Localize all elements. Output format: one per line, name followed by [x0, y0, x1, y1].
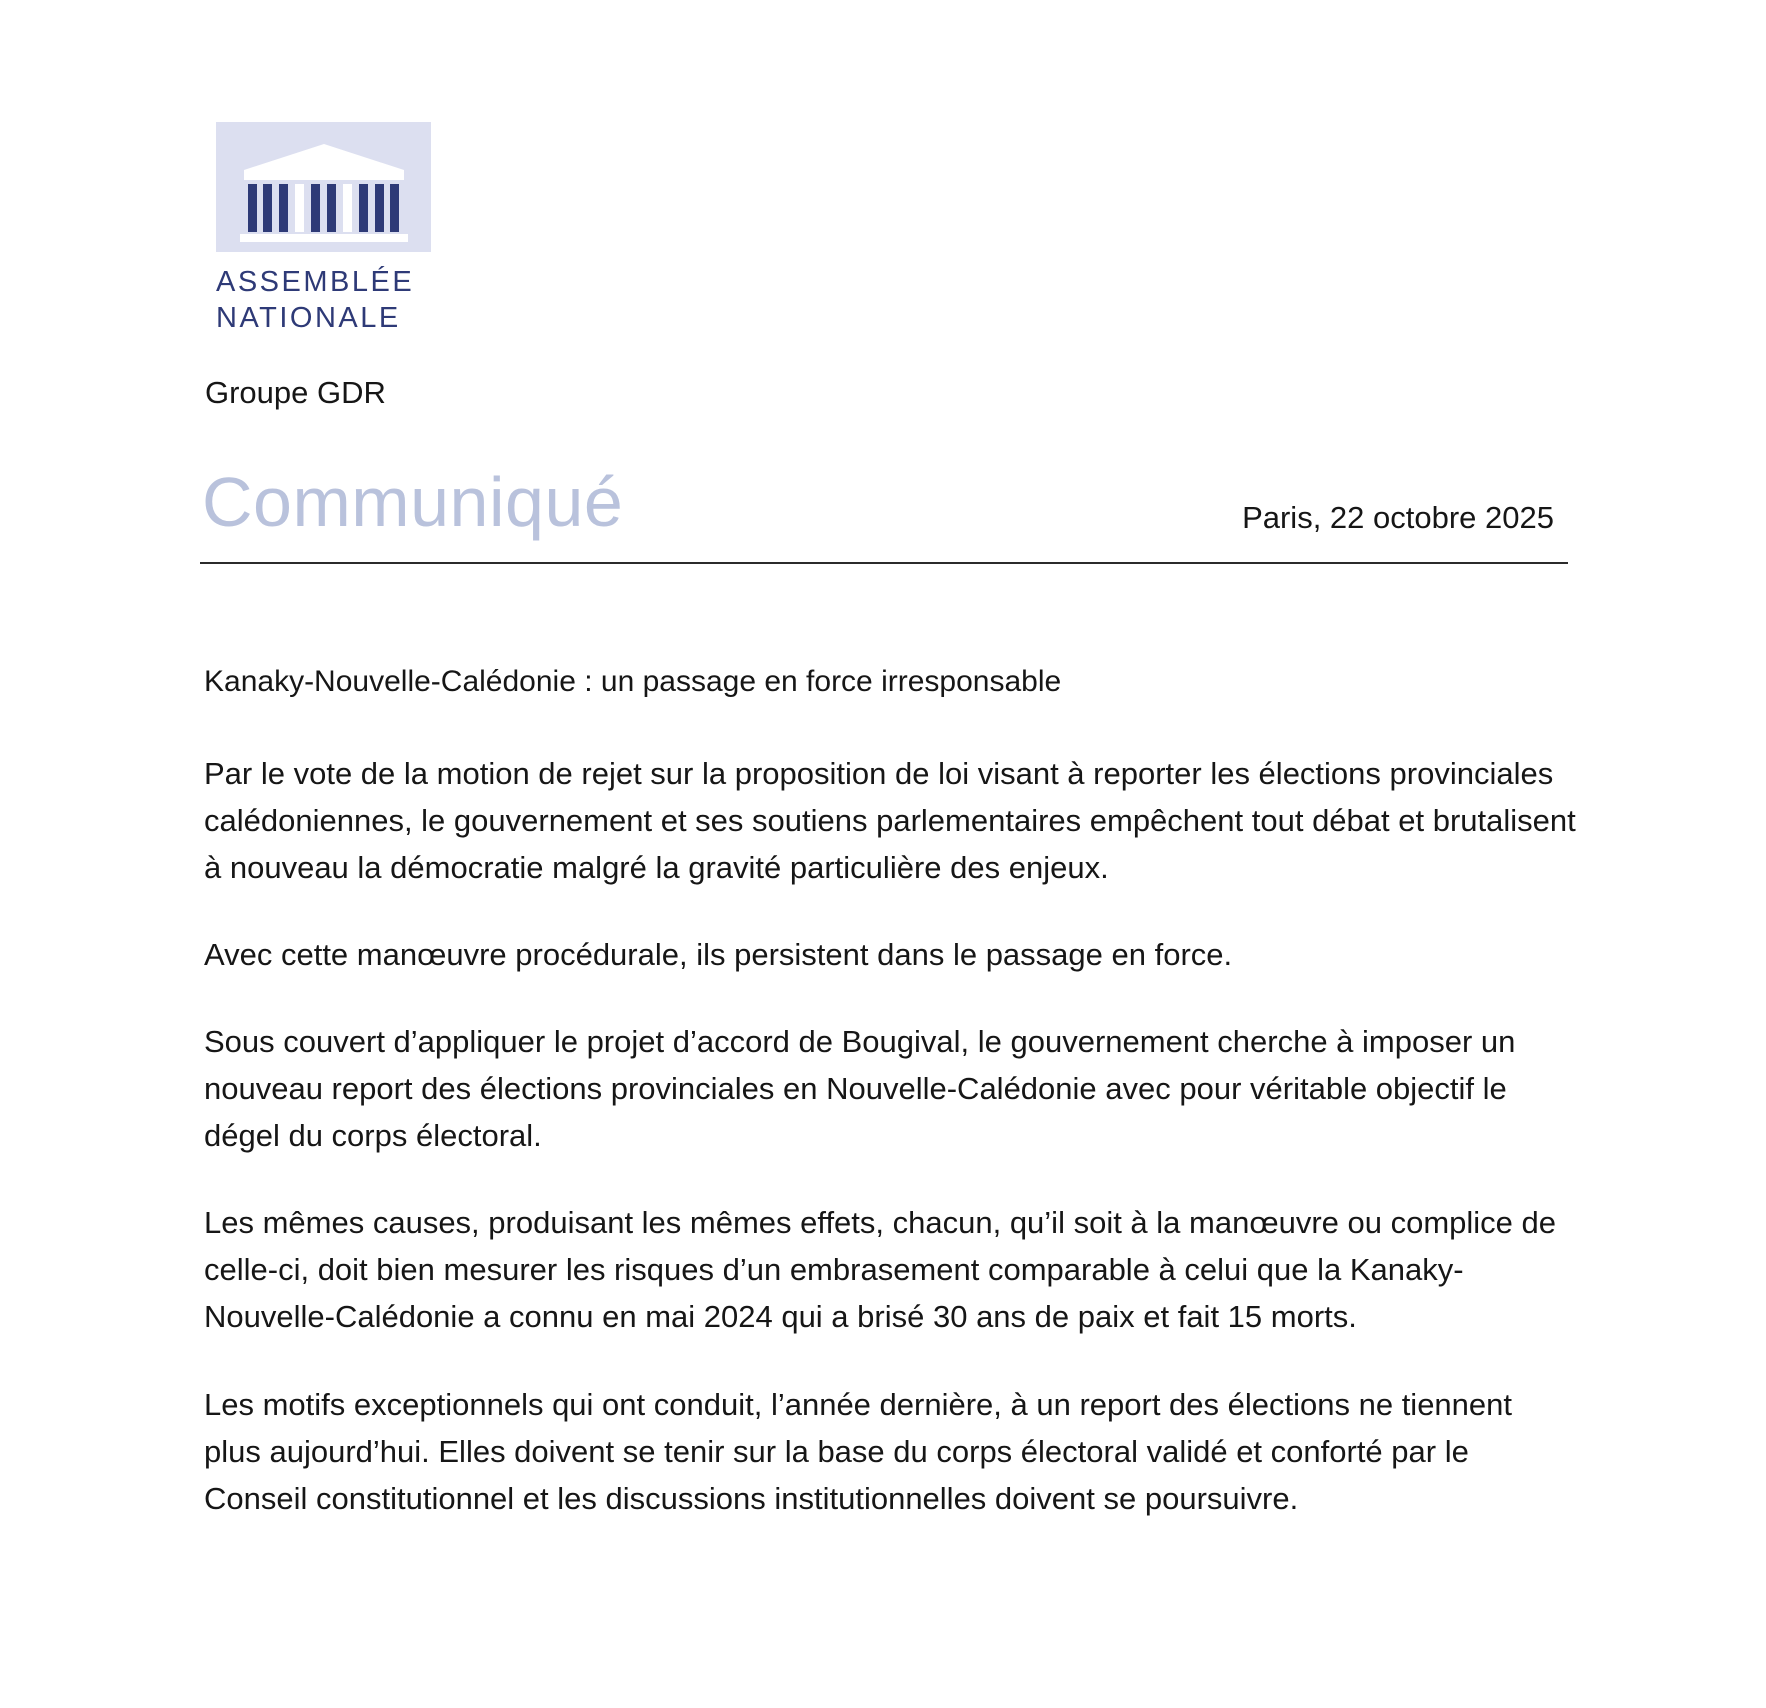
- paragraph-4: Les mêmes causes, produisant les mêmes effets, chacun, qu’il soit à la manœuvre ou complice de celle-ci, doit bien mesurer les risques d’un embrasement comparable à celui que la Kanaky-Nouvelle-Calédonie a connu en mai 2024 qui a brisé 30 ans de paix et fait 15 morts.: [204, 1205, 1557, 1335]
- header-divider: [200, 562, 1568, 564]
- document-body: [204, 660, 1576, 1522]
- column-6: [327, 184, 336, 232]
- column-10: [390, 184, 399, 232]
- dateline: Paris, 22 octobre 2025: [1242, 500, 1554, 535]
- paragraph-3: Sous couvert d’appliquer le projet d’accord de Bougival, le gouvernement cherche à imposer un nouveau report des élections provinciales en Nouvelle-Calédonie avec pour véritable objectif le dégel du corps électoral.: [204, 1023, 1516, 1154]
- column-5: [311, 184, 320, 232]
- paragraph-5: Les motifs exceptionnels qui ont conduit, l’année dernière, à un report des élections ne tiennent plus aujourd’hui. Elles doivent se tenir sur la base du corps électoral validé et conforté par le Conseil constitutionnel et les discussions institutionnelles doivent se poursuivre.: [204, 1386, 1513, 1516]
- base-shape: [240, 234, 408, 242]
- logo-wordmark-line1: ASSEMBLÉE: [216, 266, 415, 298]
- column-3: [279, 184, 288, 232]
- page-title: Communiqué: [202, 463, 624, 541]
- logo-wordmark-line2: NATIONALE: [216, 302, 401, 335]
- paragraph-1: Par le vote de la motion de rejet sur la proposition de loi visant à reporter les élections provinciales calédoniennes, le gouvernement et ses soutiens parlementaires empêchent tout débat et brutalisent à nouveau la démocratie malgré la gravité particulière des enjeux.: [204, 755, 1576, 885]
- column-9: [375, 184, 384, 232]
- columns-group: [248, 184, 400, 232]
- entablature-shape: [244, 170, 404, 180]
- column-4: [295, 184, 304, 232]
- document-headline: Kanaky-Nouvelle-Calédonie : un passage en force irresponsable: [204, 665, 1062, 698]
- logo-wordmark: [216, 264, 456, 337]
- pediment-shape: [244, 144, 404, 170]
- column-8: [359, 184, 368, 232]
- paragraph-2: Avec cette manœuvre procédurale, ils persistent dans le passage en force.: [204, 936, 1233, 972]
- assemblee-nationale-pediment-logo: [216, 122, 431, 252]
- group-name: Groupe GDR: [205, 375, 386, 410]
- logo-block: [216, 122, 456, 337]
- column-7: [343, 184, 352, 232]
- column-2: [263, 184, 272, 232]
- column-1: [248, 184, 257, 232]
